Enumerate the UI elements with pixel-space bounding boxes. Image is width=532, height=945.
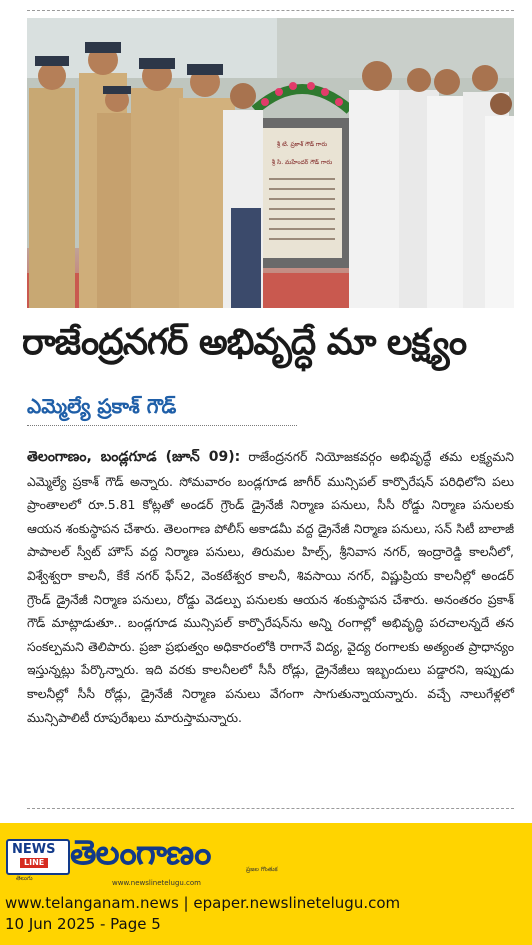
article-subhead: ఎమ్మెల్యే ప్రకాశ్ గౌడ్ <box>27 394 177 418</box>
footer-date-page: 10 Jun 2025 - Page 5 <box>5 915 161 933</box>
bottom-divider <box>27 808 514 809</box>
plaque-line-1: శ్రీ టి. ప్రకాశ్ గౌడ్ గారు <box>276 141 328 148</box>
article-headline: రాజేంద్రనగర్ అభివృద్ధే మా లక్ష్యం <box>22 322 467 363</box>
event-photo-illustration <box>27 18 514 308</box>
logo-telugu-caption: తెలుగు <box>16 875 33 882</box>
footer-banner <box>0 823 532 945</box>
top-divider <box>27 10 514 11</box>
masthead-tagline: ప్రజల గొంతుక <box>246 866 278 873</box>
article-dateline: తెలంగాణం, బండ్లగూడ (జూన్ 09): <box>27 449 241 465</box>
footer-links: www.telanganam.news | epaper.newslinetelugu.com <box>5 894 401 912</box>
masthead-website: www.newslinetelugu.com <box>112 879 201 887</box>
article-body <box>27 445 514 729</box>
subhead-underline <box>27 425 297 426</box>
logo-news-text: NEWS <box>12 842 56 857</box>
masthead-title: తెలంగాణం <box>70 833 211 873</box>
newsline-logo <box>6 839 70 875</box>
plaque-line-2: శ్రీ సి. మహేందర్ గౌడ్ గారు <box>271 159 333 166</box>
article-photo <box>27 18 514 308</box>
article-body-text: రాజేంద్రనగర్ నియోజకవర్గం అభివృద్ధే తమ లక్ష్యమని ఎమ్మెల్యే ప్రకాశ్ గౌడ్ అన్నారు. సోమవారం బండ్లగూడ జాగీర్ మున్సిపల్ కార్పొరేషన్ పరిధిలోని పలు ప్రాంతాలలో రూ.5.81 కోట్లతో అండర్ గ్రౌండ్ డ్రైనేజీ నిర్మాణ పనులు, సీసీ రోడ్డు నిర్మాణ పనులకు ఆయన శంకుస్థాపన చేశారు. తెలంగాణ పోలీస్ అకాడమీ వద్ద డ్రైనేజీ నిర్మాణ పనులు, సన్ సిటీ బాలాజీ పాపాలల్ స్వీట్ హౌస్ వద్ద నిర్మాణ పనులు, తిరుమల హిల్స్, శ్రీనివాస నగర్, ఇంద్రారెడ్డి కాలనీలో, విశ్వేశ్వరా కాలనీ, కేకే నగర్ ఫేస్2, వెంకటేశ్వర కాలనీ, శివసాయి నగర్, విష్ణుప్రియ కాలనీల్లో అండర్ గ్రౌండ్ డ్రైనేజీ నిర్మాణ పనులు, రోడ్డు వెడల్పు పనులకు ఆయన శంకుస్థాపన చేశారు. అనంతరం ప్రకాశ్ గౌడ్ మాట్లాడుతూ.. బండ్లగూడ మున్సిపల్ కార్పొరేషన్‌ను అన్ని రంగాల్లో అభివృద్ధి పరచాలన్నదే తన సంకల్పమని తెలిపారు. ప్రజా ప్రభుత్వం అధికారంలోకి రాగానే విద్య, వైద్య రంగాలకు అత్యంత ప్రాధాన్యం ఇస్తున్నట్లు పేర్కొన్నారు. ఇది వరకు కాలనీలలో సీసీ రోడ్లు, డ్రైనేజీలు ఇబ్బందులు పడ్డారని, ఇప్పుడు కాలనీల్లో సీసీ రోడ్లు, డ్రైనేజీ నిర్మాణ పనులు వేగంగా సాగుతున్నాయన్నారు. వచ్చే నాలుగేళ్లలో మున్సిపాలిటీ రూపురేఖలు మారుస్తామన్నారు. <box>27 449 514 725</box>
logo-line-text: LINE <box>20 858 48 868</box>
